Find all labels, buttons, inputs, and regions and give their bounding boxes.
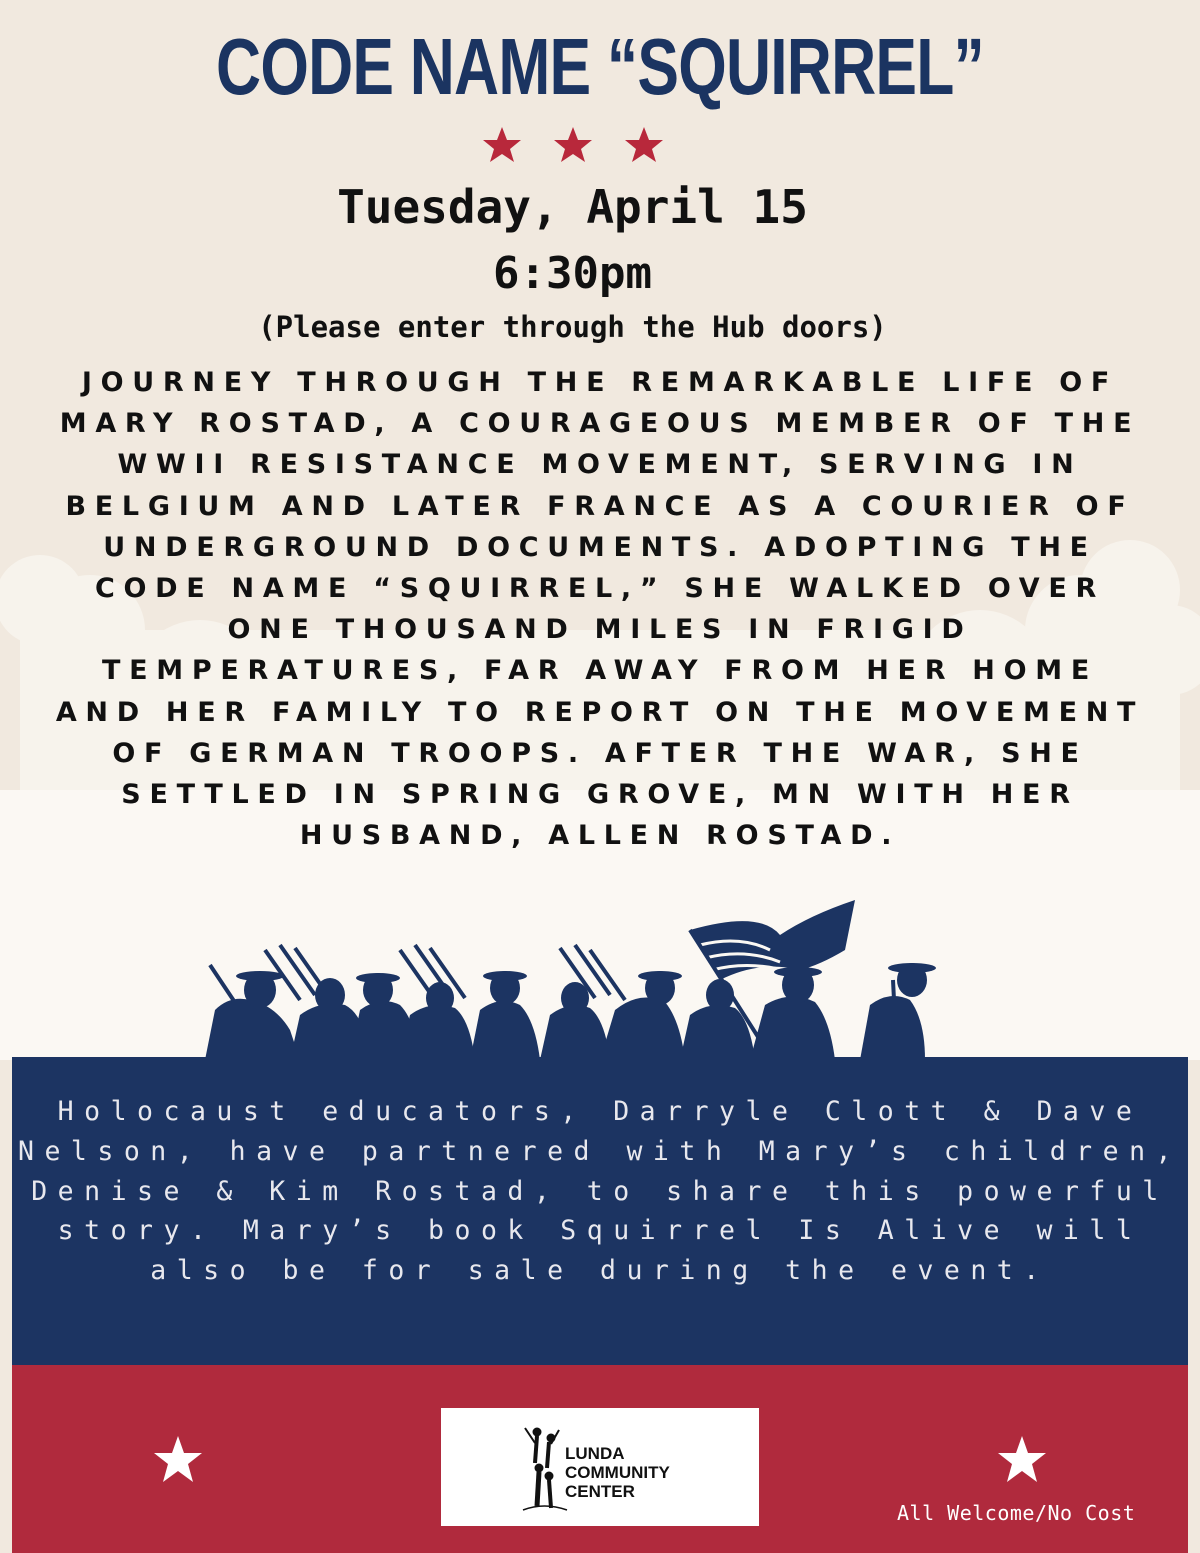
community-logo-figures xyxy=(519,1418,569,1518)
star-icon xyxy=(483,127,521,162)
logo-line-2: COMMUNITY xyxy=(565,1463,670,1482)
lunda-community-center-logo xyxy=(441,1408,759,1526)
logo-line-1: LUNDA xyxy=(565,1444,625,1463)
star-icon xyxy=(152,1434,204,1486)
decorative-stars xyxy=(478,125,668,165)
credits-text: Holocaust educators, Darryle Clott & Dave Nelson, have partnered with Mary’s children, Denise & Kim Rostad, to share this powerful story. Mary’s book Squirrel Is Alive will also be for sale during the event. xyxy=(18,1096,1182,1287)
admission-note: All Welcome/No Cost xyxy=(897,1501,1136,1525)
event-time: 6:30pm xyxy=(493,248,652,299)
page-title: CODE NAME “SQUIRREL” xyxy=(216,22,984,111)
logo-text xyxy=(565,1444,670,1501)
event-date: Tuesday, April 15 xyxy=(337,180,808,234)
event-description: JOURNEY THROUGH THE REMARKABLE LIFE OF MARY ROSTAD, A COURAGEOUS MEMBER OF THE WWII RESISTANCE MOVEMENT, SERVING IN BELGIUM AND LATER FRANCE AS A COURIER OF UNDERGROUND DOCUMENTS. ADOPTING THE CODE NAME “SQUIRREL,” SHE WALKED OVER ONE THOUSAND MILES IN FRIGID TEMPERATURES, FAR AWAY FROM HER HOME AND HER FAMILY TO REPORT ON THE MOVEMENT OF GERMAN TROOPS. AFTER THE WAR, SHE SETTLED IN SPRING GROVE, MN WITH HER HUSBAND, ALLEN ROSTAD. xyxy=(55,367,1145,852)
soldiers-silhouette xyxy=(0,890,1200,1065)
star-icon xyxy=(625,127,663,162)
star-icon xyxy=(554,127,592,162)
logo-line-3: CENTER xyxy=(565,1482,635,1501)
star-icon xyxy=(996,1434,1048,1486)
entry-note: (Please enter through the Hub doors) xyxy=(258,310,887,344)
